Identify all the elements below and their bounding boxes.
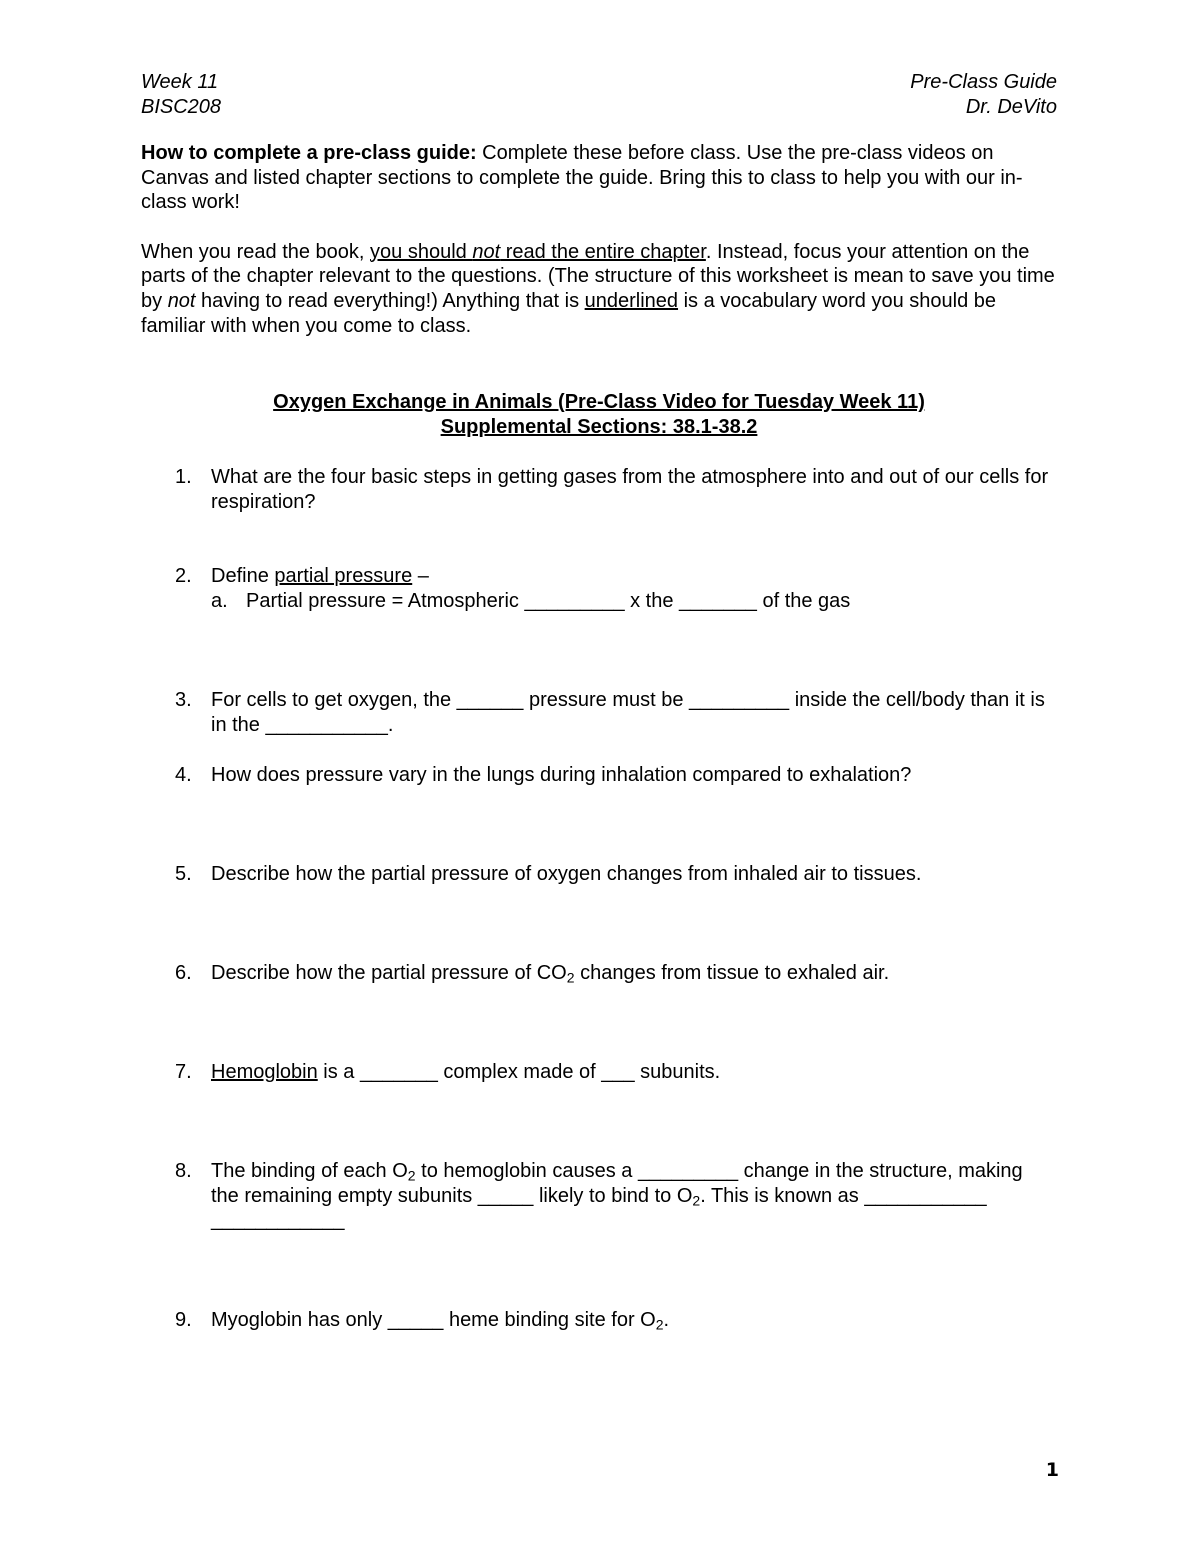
header-instructor: Dr. DeVito xyxy=(965,96,1057,118)
question-6 xyxy=(175,961,1055,986)
question-number: 2. xyxy=(175,565,192,587)
section-title-line-1: Oxygen Exchange in Animals (Pre-Class Video for Tuesday Week 11) xyxy=(273,391,925,413)
question-number: 3. xyxy=(175,689,192,711)
question-text: For cells to get oxygen, the ______ pressure must be _________ inside the cell/body than it is in the ___________. xyxy=(211,689,1045,736)
question-number: 4. xyxy=(175,764,192,786)
sub-question-letter: a. xyxy=(211,589,228,612)
instructions-p2-c: having to read everything!) Anything that is xyxy=(195,289,585,312)
header-course: BISC208 xyxy=(141,96,222,118)
section-title-line-2: Supplemental Sections: 38.1-38.2 xyxy=(440,416,758,438)
instructions-p2-d: is a vocabulary word you should be familiar with when you come to class. xyxy=(141,289,997,337)
vocab-term: partial pressure xyxy=(274,565,413,587)
question-text: Myoglobin has only _____ heme binding site for $O_2$. xyxy=(211,1309,670,1333)
instructions-p2-italic: not xyxy=(167,289,196,312)
header-guide-type: Pre-Class Guide xyxy=(910,71,1057,93)
page-number: 1 xyxy=(1045,1459,1059,1481)
sub-question-text: Partial pressure = Atmospheric _________ x the _______ of the gas xyxy=(246,589,851,612)
question-7 xyxy=(175,1060,1055,1085)
question-text: The binding of each $O_2$ to hemoglobin causes a _________ change in the structure, making the remaining empty subunits _____ likely to bind to $O_2$. This is known as ___________ ____________ xyxy=(211,1160,1023,1232)
question-2a xyxy=(211,589,1055,614)
document-page xyxy=(141,70,1057,338)
header-row-1 xyxy=(141,70,1057,95)
instructions-p2-underlined: you should not read the entire chapter xyxy=(370,240,706,263)
question-text: Define partial pressure – xyxy=(211,565,429,587)
question-number: 8. xyxy=(175,1160,192,1182)
instructions-lead: How to complete a pre-class guide: xyxy=(141,142,477,164)
section-title xyxy=(141,390,1057,440)
instructions-p1-text: Complete these before class. Use the pre-class videos on Canvas and listed chapter sections to complete the guide. Bring this to class to help you with our in-class work! xyxy=(141,142,1023,214)
question-2 xyxy=(175,564,1055,613)
question-text: What are the four basic steps in getting gases from the atmosphere into and out of our cells for respiration? xyxy=(211,466,1049,513)
question-text: Hemoglobin is a _______ complex made of ___ subunits. xyxy=(211,1061,721,1083)
question-1 xyxy=(175,465,1055,514)
instructions-p2-b: . Instead, focus your attention on the parts of the chapter relevant to the questions. (The structure of this worksheet is mean to save you time by xyxy=(141,240,1055,312)
header-row-2 xyxy=(141,95,1057,120)
question-9 xyxy=(175,1308,1055,1333)
question-text: Describe how the partial pressure of $CO_2$ changes from tissue to exhaled air. xyxy=(211,962,890,986)
question-3 xyxy=(175,688,1055,737)
instructions-p2-vocab-example: underlined xyxy=(584,289,679,312)
question-5 xyxy=(175,862,1055,887)
instructions-paragraph-2 xyxy=(141,240,1057,338)
question-4 xyxy=(175,763,1055,788)
instructions-p2-a: When you read the book, xyxy=(141,240,371,263)
header-week: Week 11 xyxy=(141,71,219,93)
question-number: 9. xyxy=(175,1309,192,1331)
question-number: 1. xyxy=(175,466,192,488)
question-text: How does pressure vary in the lungs during inhalation compared to exhalation? xyxy=(211,764,912,786)
question-number: 5. xyxy=(175,863,192,885)
vocab-term: Hemoglobin xyxy=(211,1061,318,1083)
question-number: 6. xyxy=(175,962,192,984)
question-number: 7. xyxy=(175,1061,192,1083)
instructions-paragraph-1 xyxy=(141,141,1057,215)
question-text: Describe how the partial pressure of oxygen changes from inhaled air to tissues. xyxy=(211,863,922,885)
question-8 xyxy=(175,1159,1055,1233)
instructions xyxy=(141,141,1057,338)
